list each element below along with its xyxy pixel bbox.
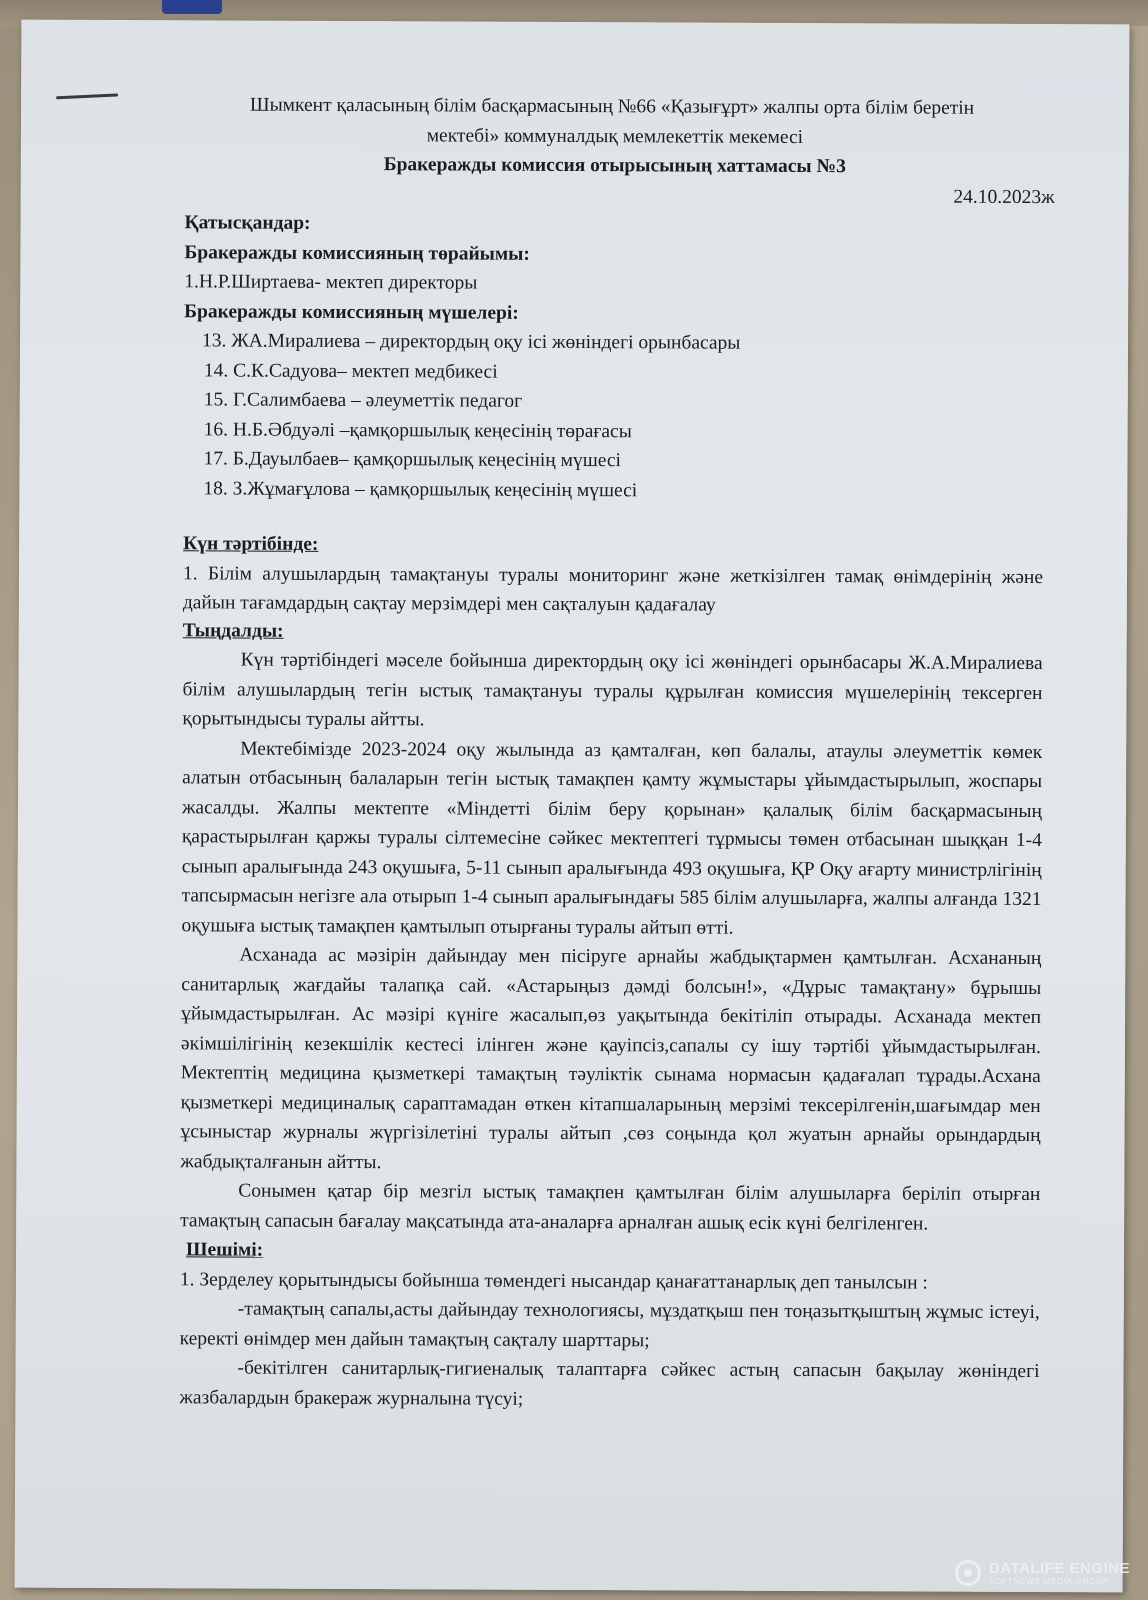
listened-paragraph-2: Мектебімізде 2023-2024 оқу жылында аз қамталған, көп балалы, атаулы әлеуметтік көмек алатын отбасының балаларын тегін ыстық тамақпен қамту жұмыстары ұйымдастырылып, жоспары жасалды. Жалпы мектепте «Міндетті білім беру қорынан» қалалық білім басқармасының қарастырылған қаржы туралы сілтемесіне сәйкес мектептегі тұрмысы төмен отбасынан шыққан 1-4 сынып аралығында 243 оқушыға, 5-11 сынып аралығында 493 оқушыға, ҚР Оқу ағарту министрлігінің тапсырмасын негізге ала отырып 1-4 сынып аралығындағы 585 білім алушыларға, жалпы алғанда 1321 оқушыға ыстық тамақпен қамтылып отырғаны туралы айтып өтті.: [181, 738, 1043, 939]
agenda-heading: Күн тәртібінде:: [183, 533, 319, 555]
watermark-sub: SOFTNEWS MEDIA GROUP: [988, 1576, 1109, 1586]
member-item: 14. С.К.Садуова– мектеп медбикесі: [203, 359, 498, 383]
chair-heading: Бракеражды комиссияның төрайымы:: [184, 241, 530, 265]
participants-heading: Қатысқандар:: [184, 212, 311, 234]
document-date: 24.10.2023ж: [953, 186, 1055, 208]
listened-paragraph-3: Асханада ас мәзірін дайындау мен пісіруге арнайы жабдықтармен қамтылған. Асхананың санитарлық жағдайы талапқа сай. «Астарыңыз дәмді болсын!», «Дұрыс тамақтану» бұрышы ұйымдастырылған. Ас мәзірі күніге жасалып,өз уақытында бекітіліп отырады. Асханада мектеп әкімшілігінің кезекшілік кестесі ілінген және қауіпсіз,сапалы су ішу тәртібі ұйымдастырылған. Мектептің медицина қызметкері тамақтың тәуліктік сынама нормасын қадағалап тұрады.Асхана қызметкері медициналық сараптамадан өткен кітапшаларының мерзімі тексерілгенін,шағымдар мен ұсыныстар журналы жүргізілетіні туралы айтып ,сөз соңында қол жуатын арнайы орындардың жабдықталғанын айтты.: [180, 944, 1042, 1173]
member-item: 15. Г.Салимбаева – әлеуметтік педагог: [203, 389, 523, 412]
datalife-logo-icon: [955, 1560, 981, 1586]
decision-bullet-1: -тамақтың сапалы,асты дайындау технологиясы, мұздатқыш пен тоңазытқыштың жұмыс істеуі, керекті өнімдер мен дайын тамақтың сақталу шарттары;: [179, 1298, 1040, 1351]
member-item: 17. Б.Дауылбаев– қамқоршылық кеңесінің мүшесі: [203, 448, 622, 472]
paper-sheet: [15, 20, 1130, 1593]
decision-heading: Шешімі:: [186, 1239, 264, 1261]
members-heading: Бракеражды комиссияның мүшелері:: [184, 300, 519, 324]
member-item: 13. ЖА.Миралиева – директордың оқу ісі жөніндегі орынбасары: [201, 330, 741, 354]
blue-object: [162, 0, 222, 14]
header-line-1: Шымкент қаласының білім басқармасының №66 «Қазығұрт» жалпы орта білім беретін: [249, 94, 975, 119]
members-list: [183, 326, 1044, 507]
spacer: [183, 503, 1043, 533]
watermark: [955, 1560, 1130, 1586]
listened-paragraph-1: Күн тәртібіндегі мәселе бойынша директордың оқу ісі жөніндегі орынбасары Ж.А.Миралиева білім алушылардың тегін ыстық тамақтануы туралы құрылған комиссия мүшелерінің тексерген қорытындысы туралы айтты.: [182, 649, 1043, 731]
document-title: Бракеражды комиссия отырысының хаттамасы №3: [383, 154, 846, 178]
listened-paragraph-4: Сонымен қатар бір мезгіл ыстық тамақпен қамтылған білім алушыларға беріліп отырған тамақтың сапасын бағалау мақсатында ата-аналарға арналған ашық есік күні белгіленген.: [180, 1180, 1041, 1235]
pen-mark: [56, 93, 118, 99]
listened-heading: Тыңдалды:: [182, 619, 284, 642]
chair-name: 1.Н.Р.Ширтаева- мектеп директоры: [184, 271, 478, 294]
document-body: [179, 90, 1055, 1416]
member-item: 18. З.Жұмағұлова – қамқоршылық кеңесінің мүшесі: [203, 477, 638, 501]
header-line-2: мектебі» коммуналдық мемлекеттік мекемесі: [426, 124, 804, 148]
member-item: 16. Н.Б.Әбдуәлі –қамқоршылық кеңесінің төрағасы: [203, 418, 632, 442]
watermark-main: DATALIFE ENGINE: [988, 1559, 1130, 1577]
decision-item: 1. Зерделеу қорытындысы бойынша төмендегі нысандар қанағаттанарлық деп танылсын :: [179, 1268, 928, 1294]
agenda-item: 1. Білім алушылардың тамақтануы туралы мониторинг және жеткізілген тамақ өнімдерінің және дайын тағамдардың сақтау мерзімдері мен сақталуын қадағалау: [182, 562, 1044, 616]
decision-bullet-2: -бекітілген санитарлық-гигиеналық талаптарға сәйкес астың сапасын бақылау жөніндегі жазбалардын бракераж журналына түсуі;: [179, 1357, 1040, 1410]
